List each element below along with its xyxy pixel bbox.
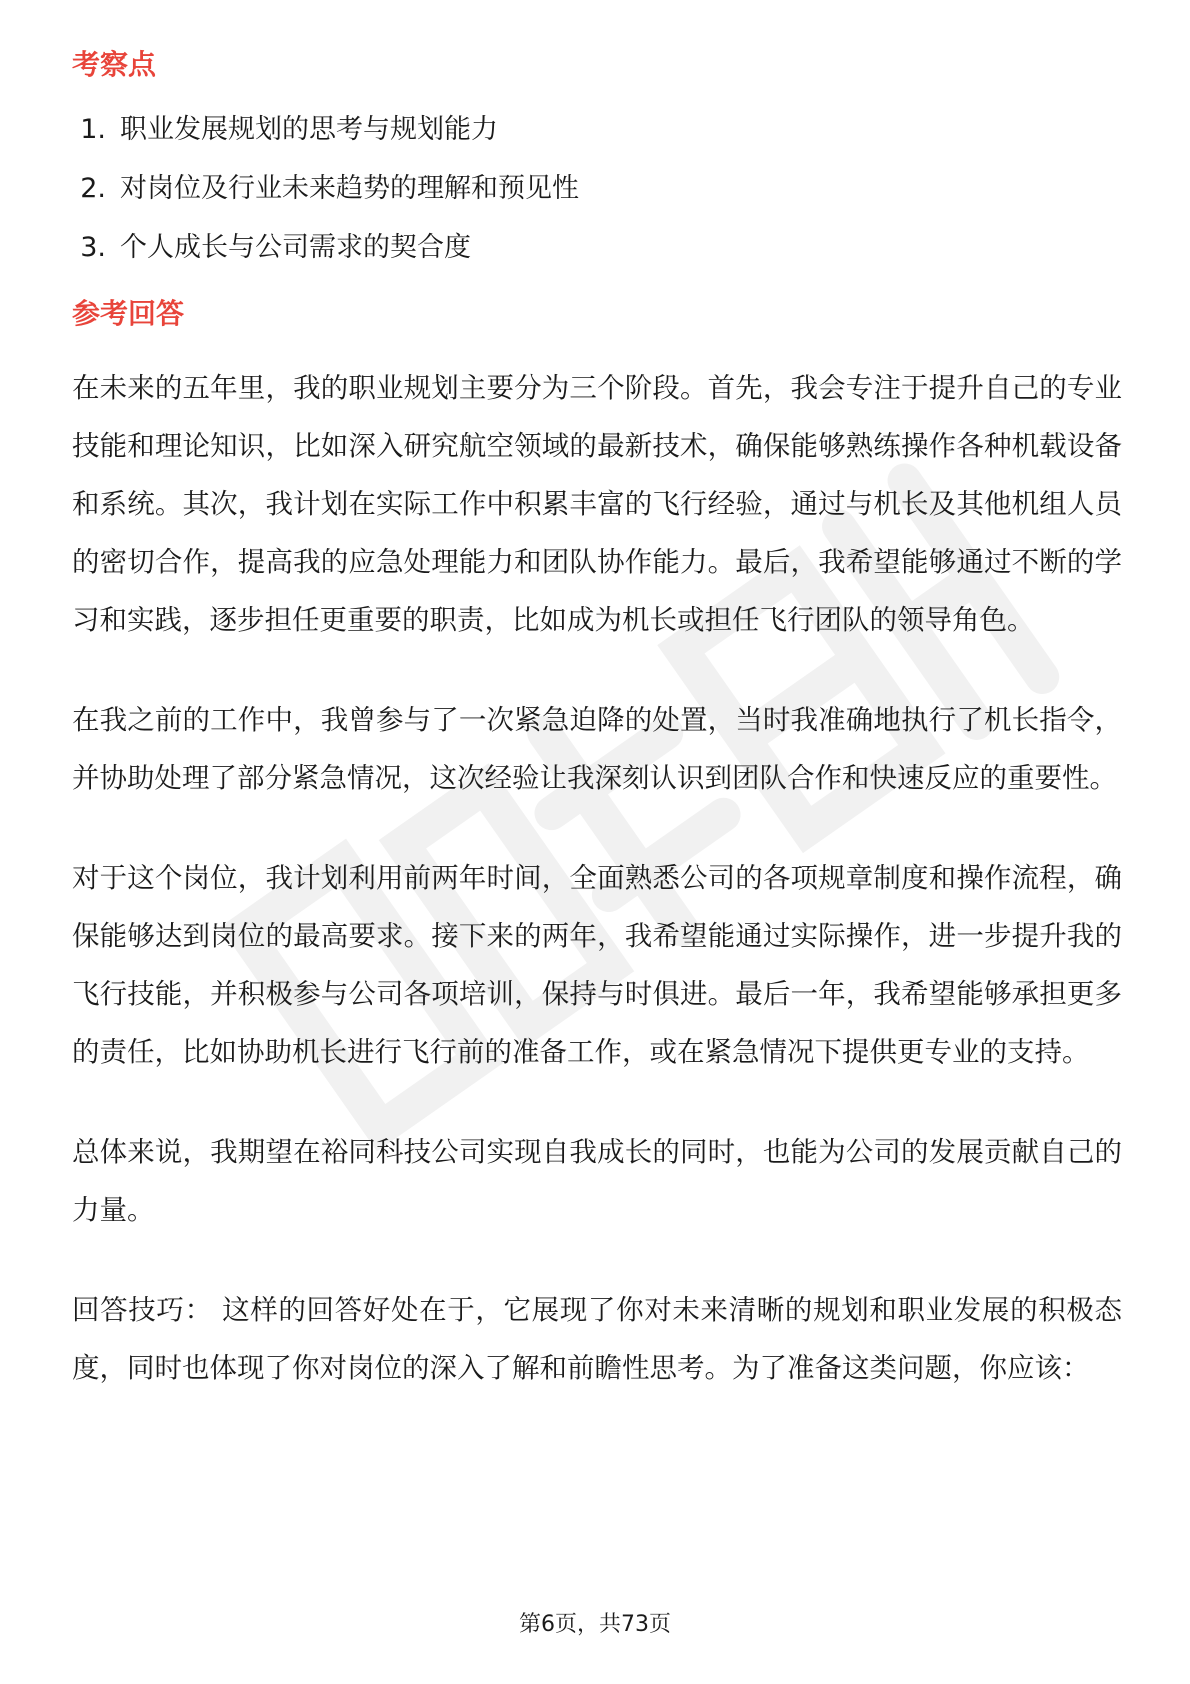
list-item [72, 100, 1122, 159]
list-item-number: 3. [80, 232, 106, 263]
answer-paragraph: 总体来说，我期望在裕同科技公司实现自我成长的同时，也能为公司的发展贡献自己的力量。 [72, 1136, 1122, 1226]
list-item [72, 159, 1122, 218]
answer-paragraph: 在未来的五年里，我的职业规划主要分为三个阶段。首先，我会专注于提升自己的专业技能和理论知识，比如深入研究航空领域的最新技术，确保能够熟练操作各种机载设备和系统。其次，我计划在实际工作中积累丰富的飞行经验，通过与机长及其他机组人员的密切合作，提高我的应急处理能力和团队协作能力。最后，我希望能够通过不断的学习和实践，逐步担任更重要的职责，比如成为机长或担任飞行团队的领导角色。 [72, 372, 1122, 636]
list-item [72, 218, 1122, 277]
document-page [72, 40, 1122, 1397]
answer-tips-paragraph: 回答技巧： 这样的回答好处在于，它展现了你对未来清晰的规划和职业发展的积极态度，同时也体现了你对岗位的深入了解和前瞻性思考。为了准备这类问题，你应该： [72, 1294, 1122, 1384]
page-number: 第6页，共73页 [519, 1612, 671, 1637]
answer-paragraph: 在我之前的工作中，我曾参与了一次紧急迫降的处置，当时我准确地执行了机长指令，并协助处理了部分紧急情况，这次经验让我深刻认识到团队合作和快速反应的重要性。 [72, 704, 1122, 794]
answer-heading: 参考回答 [72, 297, 185, 330]
exam-points-heading: 考察点 [72, 48, 157, 81]
exam-points-list [72, 100, 1122, 277]
list-item-text: 个人成长与公司需求的契合度 [120, 232, 471, 263]
answer-paragraph: 对于这个岗位，我计划利用前两年时间，全面熟悉公司的各项规章制度和操作流程，确保能够达到岗位的最高要求。接下来的两年，我希望能通过实际操作，进一步提升我的飞行技能，并积极参与公司各项培训，保持与时俱进。最后一年，我希望能够承担更多的责任，比如协助机长进行飞行前的准备工作，或在紧急情况下提供更专业的支持。 [72, 862, 1122, 1068]
list-item-number: 1. [80, 114, 106, 145]
list-item-number: 2. [80, 173, 106, 204]
list-item-text: 职业发展规划的思考与规划能力 [120, 114, 498, 145]
list-item-text: 对岗位及行业未来趋势的理解和预见性 [120, 173, 579, 204]
